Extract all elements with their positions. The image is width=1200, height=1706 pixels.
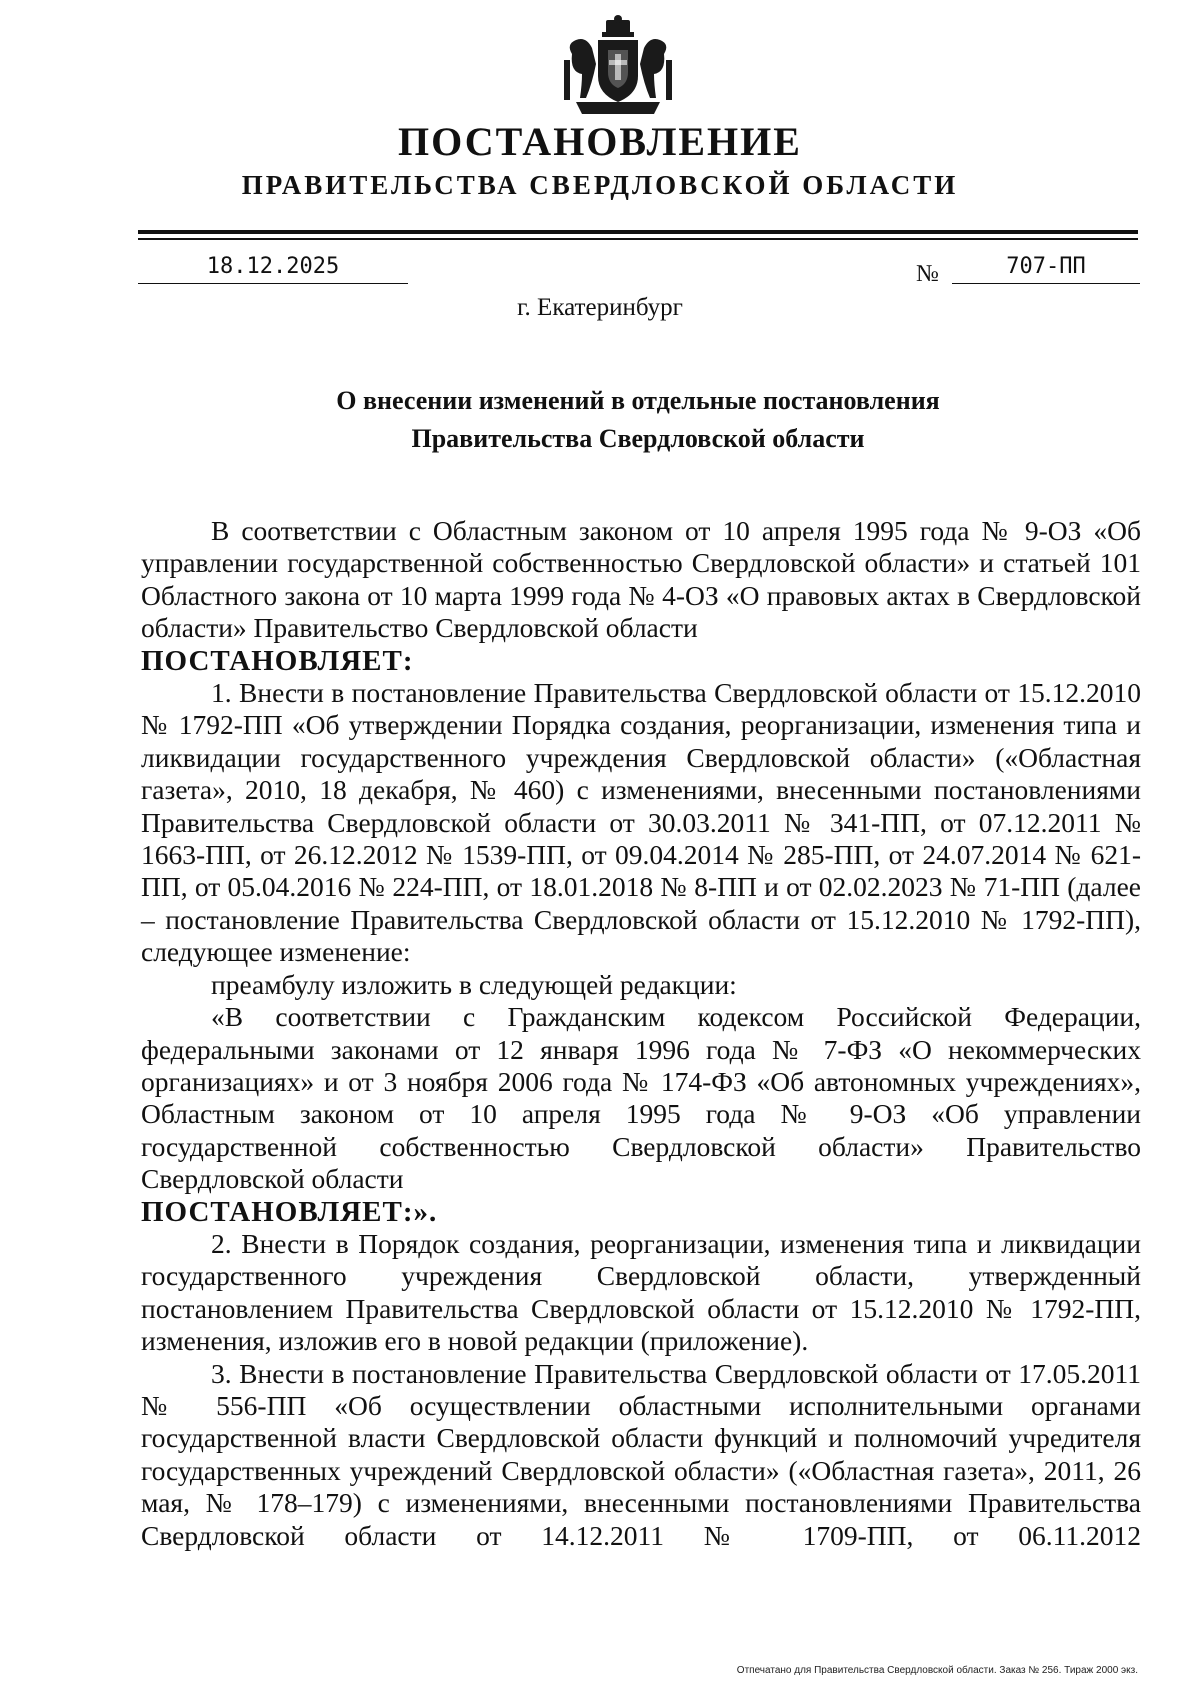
quoted-decree-heading: ПОСТАНОВЛЯЕТ:». — [141, 1195, 438, 1228]
document-subject — [138, 382, 1138, 458]
print-note: Отпечатано для Правительства Свердловской области. Заказ № 256. Тираж 2000 экз. — [736, 1665, 1138, 1676]
header-rule-thick — [138, 230, 1138, 234]
document-subtitle: ПРАВИТЕЛЬСТВА СВЕРДЛОВСКОЙ ОБЛАСТИ — [241, 170, 959, 200]
document-date: 18.12.2025 — [138, 254, 408, 284]
item-3-paragraph: 3. Внести в постановление Правительства Свердловской области от 17.05.2011 № 556-ПП «Об осуществлении областными исполнительными органами государственной власти Свердловской области функций и полномочий учредителя государственных учреждений Свердловской области» («Областная газета», 2011, 26 мая, № 178–179) с изменениями, внесенными постановлениями Правительства Свердловской области от 14.12.2011 № 1709-ПП, от 06.11.2012 — [141, 1357, 1141, 1551]
document-title: ПОСТАНОВЛЕНИЕ — [398, 119, 802, 164]
quoted-preamble: «В соответствии с Гражданским кодексом Российской Федерации, федеральными законами от 12 января 1996 года № 7-ФЗ «О некоммерческих организациях» и от 3 ноября 2006 года № 174-ФЗ «Об автономных учреждениях», Областным законом от 10 апреля 1995 года № 9-ОЗ «Об управлении государственной собственностью Свердловской области» Правительство Свердловской области — [141, 1001, 1141, 1195]
number-sign: № — [916, 261, 939, 287]
item-1-subparagraph: преамбулу изложить в следующей редакции: — [211, 968, 737, 1000]
coat-of-arms-icon — [562, 14, 674, 120]
subject-line-2: Правительства Свердловской области — [411, 424, 865, 453]
item-1-paragraph: 1. Внести в постановление Правительства Свердловской области от 15.12.2010 № 1792-ПП «Об утверждении Порядка создания, реорганизации, изменения типа и ликвидации государственного учреждения Свердловской области» («Областная газета», 2010, 18 декабря, № 460) с изменениями, внесенными постановлениями Правительства Свердловской области от 30.03.2011 № 341-ПП, от 07.12.2011 № 1663-ПП, от 26.12.2012 № 1539-ПП, от 09.04.2014 № 285-ПП, от 24.07.2014 № 621-ПП, от 05.04.2016 № 224-ПП, от 18.01.2018 № 8-ПП и от 02.02.2023 № 71-ПП (далее – постановление Правительства Свердловской области от 15.12.2010 № 1792-ПП), следующее изменение: — [141, 677, 1141, 968]
preamble-paragraph: В соответствии с Областным законом от 10 апреля 1995 года № 9-ОЗ «Об управлении государственной собственностью Свердловской области» и статьей 101 Областного закона от 10 марта 1999 года № 4-ОЗ «О правовых актах в Свердловской области» Правительство Свердловской области — [141, 515, 1141, 644]
decree-heading: ПОСТАНОВЛЯЕТ: — [141, 644, 414, 677]
item-2-paragraph: 2. Внести в Порядок создания, реорганизации, изменения типа и ликвидации государственного учреждения Свердловской области, утвержденный постановлением Правительства Свердловской области от 15.12.2010 № 1792-ПП, изменения, изложив его в новой редакции (приложение). — [141, 1227, 1141, 1357]
subject-line-1: О внесении изменений в отдельные постановления — [336, 386, 940, 415]
header-rule-thin — [138, 238, 1138, 240]
document-body — [141, 515, 1141, 1552]
city: г. Екатеринбург — [517, 294, 683, 321]
document-number: 707-ПП — [952, 254, 1140, 284]
